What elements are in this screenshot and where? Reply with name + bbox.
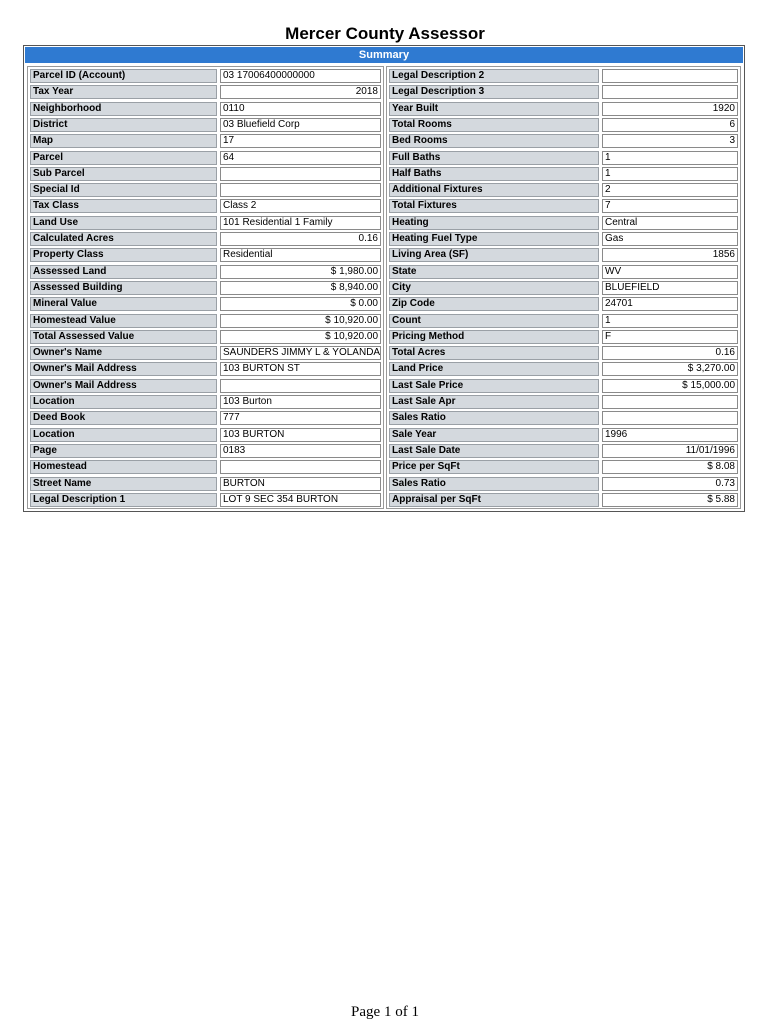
field-label: Owner's Mail Address xyxy=(30,362,217,376)
field-row-city xyxy=(387,280,740,296)
field-label: Appraisal per SqFt xyxy=(389,493,599,507)
field-value: 7 xyxy=(602,199,738,213)
field-value: $ 5.88 xyxy=(602,493,738,507)
field-value: 17 xyxy=(220,134,381,148)
field-label: Street Name xyxy=(30,477,217,491)
field-label: Tax Year xyxy=(30,85,217,99)
field-label: Page xyxy=(30,444,217,458)
field-value: F xyxy=(602,330,738,344)
field-row-total-rooms xyxy=(387,117,740,133)
field-value: 03 Bluefield Corp xyxy=(220,118,381,132)
field-row-legal-description-2 xyxy=(387,68,740,84)
field-value xyxy=(220,379,381,393)
field-label: Total Fixtures xyxy=(389,199,599,213)
field-row-land-price xyxy=(387,361,740,377)
field-label: Full Baths xyxy=(389,151,599,165)
field-label: Sales Ratio xyxy=(389,411,599,425)
field-row-bed-rooms xyxy=(387,133,740,149)
field-label: Price per SqFt xyxy=(389,460,599,474)
section-header: Summary xyxy=(25,47,743,63)
field-value xyxy=(220,167,381,181)
field-row-total-fixtures xyxy=(387,198,740,214)
field-label: Location xyxy=(30,395,217,409)
field-label: Homestead Value xyxy=(30,314,217,328)
left-column xyxy=(27,66,384,509)
field-value: $ 3,270.00 xyxy=(602,362,738,376)
field-label: Sub Parcel xyxy=(30,167,217,181)
field-value xyxy=(602,85,738,99)
field-row-sales-ratio xyxy=(387,410,740,426)
field-label: Assessed Building xyxy=(30,281,217,295)
field-label: Owner's Name xyxy=(30,346,217,360)
field-label: Zip Code xyxy=(389,297,599,311)
field-value: 24701 xyxy=(602,297,738,311)
field-value xyxy=(220,183,381,197)
field-label: Total Rooms xyxy=(389,118,599,132)
field-value: 1996 xyxy=(602,428,738,442)
field-value: 103 BURTON ST xyxy=(220,362,381,376)
field-value: 1 xyxy=(602,314,738,328)
field-row-location xyxy=(28,394,383,410)
field-label: Last Sale Apr xyxy=(389,395,599,409)
field-label: Owner's Mail Address xyxy=(30,379,217,393)
field-label: Map xyxy=(30,134,217,148)
field-value: 0110 xyxy=(220,102,381,116)
field-label: Last Sale Date xyxy=(389,444,599,458)
field-row-total-assessed-value xyxy=(28,329,383,345)
field-label: Heating xyxy=(389,216,599,230)
field-row-count xyxy=(387,313,740,329)
field-row-land-use xyxy=(28,215,383,231)
field-row-parcel xyxy=(28,150,383,166)
field-value: 11/01/1996 xyxy=(602,444,738,458)
field-row-page xyxy=(28,443,383,459)
field-row-state xyxy=(387,264,740,280)
field-value: 0.16 xyxy=(602,346,738,360)
field-row-homestead-value xyxy=(28,313,383,329)
field-row-location xyxy=(28,427,383,443)
field-row-heating-fuel-type xyxy=(387,231,740,247)
field-label: State xyxy=(389,265,599,279)
field-label: Deed Book xyxy=(30,411,217,425)
field-row-owner-s-mail-address xyxy=(28,361,383,377)
field-label: Last Sale Price xyxy=(389,379,599,393)
field-row-tax-year xyxy=(28,84,383,100)
field-label: Mineral Value xyxy=(30,297,217,311)
field-label: City xyxy=(389,281,599,295)
field-row-legal-description-1 xyxy=(28,492,383,508)
field-row-district xyxy=(28,117,383,133)
field-label: Pricing Method xyxy=(389,330,599,344)
field-label: Bed Rooms xyxy=(389,134,599,148)
field-label: Count xyxy=(389,314,599,328)
field-row-appraisal-per-sqft xyxy=(387,492,740,508)
field-row-deed-book xyxy=(28,410,383,426)
field-row-calculated-acres xyxy=(28,231,383,247)
field-row-sales-ratio xyxy=(387,476,740,492)
page-title: Mercer County Assessor xyxy=(285,24,485,43)
field-value: 777 xyxy=(220,411,381,425)
field-value: Central xyxy=(602,216,738,230)
field-row-street-name xyxy=(28,476,383,492)
field-label: Assessed Land xyxy=(30,265,217,279)
field-value: 0.73 xyxy=(602,477,738,491)
field-label: Heating Fuel Type xyxy=(389,232,599,246)
field-value: 03 17006400000000 xyxy=(220,69,381,83)
field-value: Residential xyxy=(220,248,381,262)
field-value: 0183 xyxy=(220,444,381,458)
field-value: 1920 xyxy=(602,102,738,116)
field-value: $ 10,920.00 xyxy=(220,314,381,328)
field-row-assessed-land xyxy=(28,264,383,280)
field-value xyxy=(602,411,738,425)
field-value: 1856 xyxy=(602,248,738,262)
field-row-sub-parcel xyxy=(28,166,383,182)
field-row-half-baths xyxy=(387,166,740,182)
field-value: $ 10,920.00 xyxy=(220,330,381,344)
field-label: Land Price xyxy=(389,362,599,376)
field-value: 103 BURTON xyxy=(220,428,381,442)
field-label: Parcel ID (Account) xyxy=(30,69,217,83)
field-value: BLUEFIELD xyxy=(602,281,738,295)
field-label: Additional Fixtures xyxy=(389,183,599,197)
field-label: Legal Description 2 xyxy=(389,69,599,83)
page-footer: Page 1 of 1 xyxy=(351,1004,419,1020)
field-value xyxy=(602,69,738,83)
field-label: Total Acres xyxy=(389,346,599,360)
field-value: 103 Burton xyxy=(220,395,381,409)
field-row-map xyxy=(28,133,383,149)
field-row-tax-class xyxy=(28,198,383,214)
field-row-parcel-id-account xyxy=(28,68,383,84)
field-label: Special Id xyxy=(30,183,217,197)
field-label: Total Assessed Value xyxy=(30,330,217,344)
field-label: Year Built xyxy=(389,102,599,116)
field-value: 101 Residential 1 Family xyxy=(220,216,381,230)
field-value: $ 0.00 xyxy=(220,297,381,311)
field-row-owner-s-name xyxy=(28,345,383,361)
field-value: 0.16 xyxy=(220,232,381,246)
field-value: LOT 9 SEC 354 BURTON xyxy=(220,493,381,507)
field-value: 3 xyxy=(602,134,738,148)
field-row-full-baths xyxy=(387,150,740,166)
field-row-living-area-sf xyxy=(387,247,740,263)
field-value: BURTON xyxy=(220,477,381,491)
field-label: Calculated Acres xyxy=(30,232,217,246)
field-value: $ 8.08 xyxy=(602,460,738,474)
field-row-last-sale-date xyxy=(387,443,740,459)
field-row-pricing-method xyxy=(387,329,740,345)
field-row-property-class xyxy=(28,247,383,263)
summary-panel xyxy=(23,45,745,512)
field-value: $ 1,980.00 xyxy=(220,265,381,279)
field-row-assessed-building xyxy=(28,280,383,296)
right-column xyxy=(386,66,741,509)
field-row-legal-description-3 xyxy=(387,84,740,100)
field-row-mineral-value xyxy=(28,296,383,312)
field-row-neighborhood xyxy=(28,101,383,117)
field-row-price-per-sqft xyxy=(387,459,740,475)
field-row-total-acres xyxy=(387,345,740,361)
field-label: Tax Class xyxy=(30,199,217,213)
field-value: 64 xyxy=(220,151,381,165)
field-value: Class 2 xyxy=(220,199,381,213)
field-row-heating xyxy=(387,215,740,231)
field-label: District xyxy=(30,118,217,132)
field-value: WV xyxy=(602,265,738,279)
field-value: 2018 xyxy=(220,85,381,99)
field-row-zip-code xyxy=(387,296,740,312)
field-row-last-sale-apr xyxy=(387,394,740,410)
field-label: Land Use xyxy=(30,216,217,230)
field-value xyxy=(602,395,738,409)
field-label: Sale Year xyxy=(389,428,599,442)
field-row-owner-s-mail-address xyxy=(28,378,383,394)
field-row-sale-year xyxy=(387,427,740,443)
field-row-homestead xyxy=(28,459,383,475)
field-label: Homestead xyxy=(30,460,217,474)
field-label: Parcel xyxy=(30,151,217,165)
field-label: Neighborhood xyxy=(30,102,217,116)
field-row-last-sale-price xyxy=(387,378,740,394)
field-value: $ 15,000.00 xyxy=(602,379,738,393)
field-label: Sales Ratio xyxy=(389,477,599,491)
field-row-year-built xyxy=(387,101,740,117)
field-label: Legal Description 3 xyxy=(389,85,599,99)
field-row-special-id xyxy=(28,182,383,198)
field-value: $ 8,940.00 xyxy=(220,281,381,295)
field-value: 1 xyxy=(602,167,738,181)
field-row-additional-fixtures xyxy=(387,182,740,198)
field-label: Legal Description 1 xyxy=(30,493,217,507)
field-value: 6 xyxy=(602,118,738,132)
field-label: Living Area (SF) xyxy=(389,248,599,262)
field-value: Gas xyxy=(602,232,738,246)
field-value: 2 xyxy=(602,183,738,197)
field-value: SAUNDERS JIMMY L & YOLANDA xyxy=(220,346,381,360)
field-label: Location xyxy=(30,428,217,442)
field-value xyxy=(220,460,381,474)
field-value: 1 xyxy=(602,151,738,165)
field-label: Property Class xyxy=(30,248,217,262)
field-label: Half Baths xyxy=(389,167,599,181)
